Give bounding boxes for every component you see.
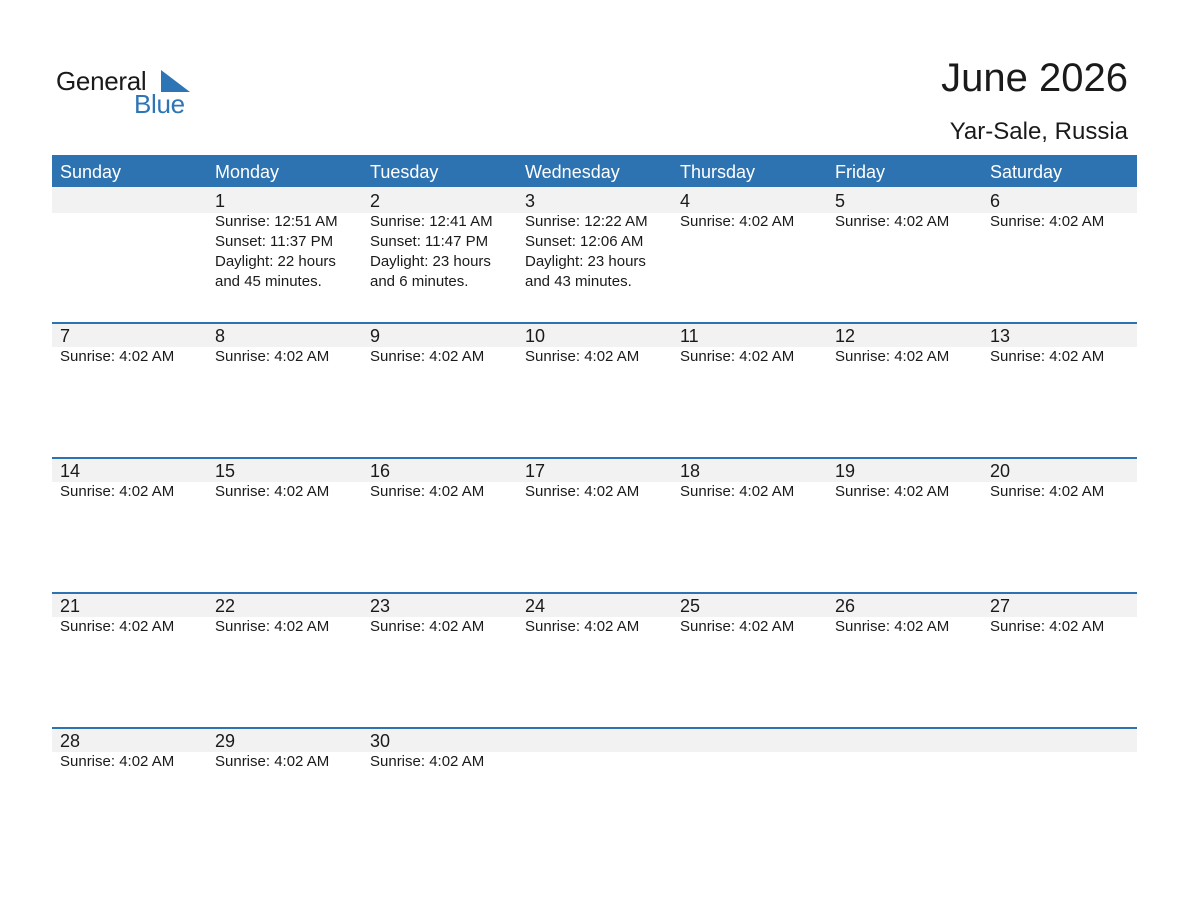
day-number: 22: [215, 596, 236, 616]
day-number: 11: [680, 326, 699, 346]
day-cell: [827, 187, 982, 322]
sun-info: [215, 481, 362, 502]
day-number: 1: [215, 191, 226, 211]
sun-info: [370, 211, 517, 292]
calendar-location: Yar-Sale, Russia: [949, 118, 1128, 145]
day-cell: [982, 187, 1137, 322]
day-cell: [827, 457, 982, 592]
sun-info-line: Sunrise: 4:02 AM: [835, 618, 950, 635]
sun-info: [370, 751, 517, 772]
weekday-header: Sunday: [60, 162, 122, 182]
day-cell: [517, 322, 672, 457]
sun-info-line: and 43 minutes.: [525, 273, 632, 290]
sun-info-line: Sunrise: 4:02 AM: [990, 483, 1105, 500]
day-cell: [52, 187, 207, 322]
sun-info-line: Sunrise: 4:02 AM: [525, 483, 640, 500]
sun-info-line: Sunrise: 4:02 AM: [835, 483, 950, 500]
sun-info: [835, 481, 982, 502]
sun-info-line: Sunset: 11:37 PM: [215, 233, 334, 250]
sun-info: [370, 481, 517, 502]
sun-info-line: and 45 minutes.: [215, 273, 322, 290]
sun-info: [215, 616, 362, 637]
sun-info: [370, 346, 517, 367]
sun-info-line: Sunrise: 4:02 AM: [215, 348, 330, 365]
day-cell: [672, 457, 827, 592]
sun-info: [60, 616, 207, 637]
day-cell: [207, 187, 362, 322]
day-cell: [362, 322, 517, 457]
sun-info-line: Sunrise: 4:02 AM: [835, 213, 950, 230]
weekday-header: Wednesday: [525, 162, 620, 182]
sun-info: [835, 346, 982, 367]
day-number: 7: [60, 326, 71, 346]
day-number: 14: [60, 461, 81, 481]
day-cell: [52, 592, 207, 727]
sun-info: [215, 211, 362, 292]
sun-info: [990, 751, 1137, 752]
weekday-header: Thursday: [680, 162, 756, 182]
sun-info-line: Sunrise: 12:51 AM: [215, 213, 338, 230]
sun-info: [60, 346, 207, 367]
sun-info: [990, 346, 1137, 367]
sun-info-line: Sunrise: 4:02 AM: [370, 348, 485, 365]
calendar-week-row: [52, 187, 1137, 322]
weekday-header: Monday: [215, 162, 280, 182]
sun-info-line: Sunrise: 4:02 AM: [525, 348, 640, 365]
day-cell: [982, 322, 1137, 457]
weekday-header: Friday: [835, 162, 886, 182]
sun-info-line: Sunrise: 4:02 AM: [680, 618, 795, 635]
sun-info: [680, 616, 827, 637]
day-number: 5: [835, 191, 846, 211]
logo-word-blue: Blue: [134, 89, 185, 119]
day-number: 13: [990, 326, 1011, 346]
sun-info-line: Sunrise: 4:02 AM: [835, 348, 950, 365]
day-cell: [827, 592, 982, 727]
day-number: [835, 727, 982, 751]
calendar-weeks: [52, 187, 1137, 862]
day-cell: [362, 187, 517, 322]
sun-info: [990, 481, 1137, 502]
sun-info: [680, 346, 827, 367]
day-number: 30: [370, 731, 391, 751]
sun-info-line: Sunrise: 4:02 AM: [680, 483, 795, 500]
sun-info: [370, 616, 517, 637]
sun-info-line: Sunrise: 4:02 AM: [680, 213, 795, 230]
sun-info: [680, 481, 827, 502]
sun-info-line: Sunrise: 4:02 AM: [215, 618, 330, 635]
sun-info: [60, 751, 207, 772]
day-cell: [362, 727, 517, 862]
day-number: 27: [990, 596, 1011, 616]
sun-info-line: Sunrise: 4:02 AM: [525, 618, 640, 635]
sun-info-line: Sunrise: 4:02 AM: [990, 618, 1105, 635]
day-cell: [982, 727, 1137, 862]
sun-info-line: Daylight: 22 hours: [215, 253, 336, 270]
sun-info: [835, 211, 982, 232]
day-number: 6: [990, 191, 1001, 211]
sun-info-line: Sunrise: 4:02 AM: [370, 753, 485, 770]
day-number: 25: [680, 596, 701, 616]
day-number: 19: [835, 461, 856, 481]
brand-logo: [56, 62, 196, 118]
sun-info-line: Sunrise: 4:02 AM: [370, 483, 485, 500]
day-cell: [517, 592, 672, 727]
sun-info-line: Sunrise: 4:02 AM: [215, 753, 330, 770]
day-cell: [672, 187, 827, 322]
day-cell: [52, 457, 207, 592]
sun-info-line: Daylight: 23 hours: [525, 253, 646, 270]
logo-word-general: General: [56, 66, 147, 96]
sun-info: [215, 751, 362, 772]
sun-info: [525, 346, 672, 367]
sun-info: [835, 616, 982, 637]
day-number: 29: [215, 731, 236, 751]
sun-info: [60, 211, 207, 212]
calendar-week-row: [52, 322, 1137, 457]
calendar-week-row: [52, 727, 1137, 862]
day-cell: [982, 457, 1137, 592]
sun-info: [215, 346, 362, 367]
sun-info-line: Sunrise: 4:02 AM: [680, 348, 795, 365]
day-number: [680, 727, 827, 751]
day-cell: [982, 592, 1137, 727]
day-cell: [827, 727, 982, 862]
sun-info-line: Sunrise: 4:02 AM: [370, 618, 485, 635]
day-number: [990, 727, 1137, 751]
day-cell: [827, 322, 982, 457]
sun-info-line: Sunrise: 12:22 AM: [525, 213, 648, 230]
day-cell: [672, 322, 827, 457]
day-cell: [517, 727, 672, 862]
weekday-header: Saturday: [990, 162, 1063, 182]
day-cell: [517, 187, 672, 322]
day-cell: [207, 727, 362, 862]
day-number: 17: [525, 461, 546, 481]
day-cell: [207, 457, 362, 592]
day-number: 23: [370, 596, 391, 616]
day-cell: [207, 592, 362, 727]
sun-info-line: Sunrise: 4:02 AM: [60, 483, 175, 500]
sun-info: [525, 616, 672, 637]
sun-info: [680, 211, 827, 232]
day-cell: [672, 592, 827, 727]
day-cell: [52, 322, 207, 457]
sun-info-line: Sunrise: 4:02 AM: [60, 348, 175, 365]
sun-info-line: Sunrise: 4:02 AM: [60, 753, 175, 770]
calendar-week-row: [52, 457, 1137, 592]
sun-info-line: Sunset: 12:06 AM: [525, 233, 644, 250]
day-number: 15: [215, 461, 236, 481]
day-cell: [52, 727, 207, 862]
day-number: 26: [835, 596, 856, 616]
day-number: 4: [680, 191, 691, 211]
day-number: 2: [370, 191, 381, 211]
day-cell: [362, 457, 517, 592]
sun-info-line: Sunrise: 4:02 AM: [990, 213, 1105, 230]
sun-info-line: Sunset: 11:47 PM: [370, 233, 489, 250]
calendar-week-row: [52, 592, 1137, 727]
sun-info-line: Sunrise: 4:02 AM: [990, 348, 1105, 365]
day-number: 18: [680, 461, 701, 481]
day-number: [525, 727, 672, 751]
sun-info: [525, 481, 672, 502]
day-cell: [672, 727, 827, 862]
sun-info-line: Sunrise: 12:41 AM: [370, 213, 493, 230]
sun-info: [525, 751, 672, 752]
sun-info: [835, 751, 982, 752]
day-number: 12: [835, 326, 856, 346]
day-cell: [362, 592, 517, 727]
day-cell: [207, 322, 362, 457]
day-cell: [517, 457, 672, 592]
day-number: 28: [60, 731, 81, 751]
sun-info: [990, 616, 1137, 637]
sun-info-line: Sunrise: 4:02 AM: [60, 618, 175, 635]
sun-info: [680, 751, 827, 752]
sun-info-line: Daylight: 23 hours: [370, 253, 491, 270]
weekday-header: Tuesday: [370, 162, 439, 182]
day-number: 16: [370, 461, 391, 481]
day-number: 20: [990, 461, 1011, 481]
day-number: 10: [525, 326, 546, 346]
weekday-header-row: [52, 155, 1137, 187]
day-number: 9: [370, 326, 381, 346]
day-number: 21: [60, 596, 81, 616]
sun-info-line: Sunrise: 4:02 AM: [215, 483, 330, 500]
calendar-title: June 2026: [941, 56, 1128, 100]
day-number: [60, 187, 207, 211]
day-number: 8: [215, 326, 226, 346]
day-number: 24: [525, 596, 546, 616]
sun-info-line: and 6 minutes.: [370, 273, 469, 290]
day-number: 3: [525, 191, 536, 211]
calendar-grid: [52, 155, 1137, 862]
sun-info: [990, 211, 1137, 232]
sun-info: [60, 481, 207, 502]
sun-info: [525, 211, 672, 292]
